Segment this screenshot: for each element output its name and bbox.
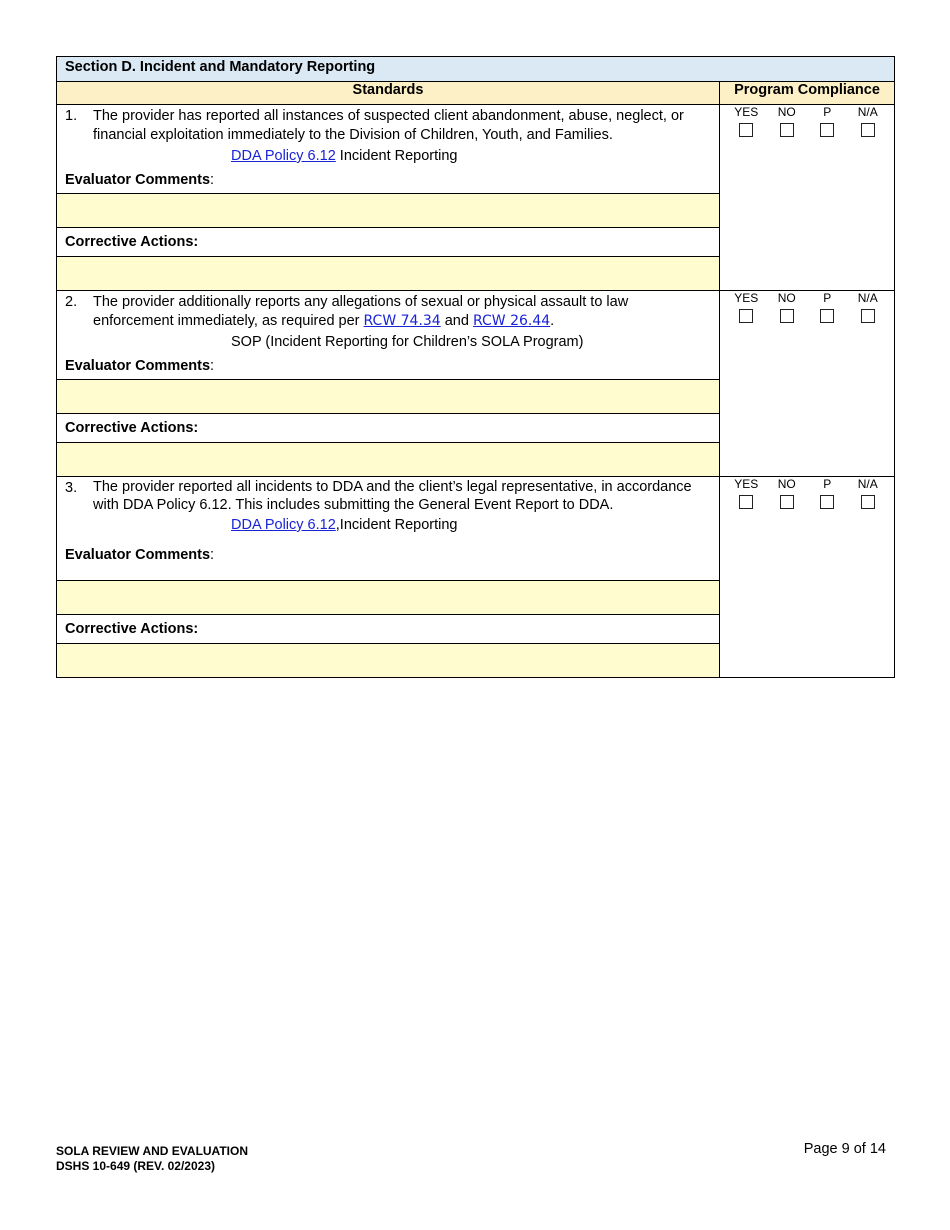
standard-item-3	[57, 477, 720, 581]
partial-label: P	[823, 291, 832, 305]
no-label: NO	[777, 105, 796, 119]
section-title: Section D. Incident and Mandatory Reporting	[57, 57, 895, 82]
item-text: The provider reported all incidents to DDA and the client’s legal representative, in accordance with DDA Policy 6.12. This includes submitting the General Event Report to DDA.	[93, 479, 692, 513]
page-number: Page 9 of 14	[803, 1141, 886, 1157]
dda-policy-link[interactable]: DDA Policy 6.12	[231, 517, 336, 533]
evaluator-comments-label: Evaluator Comments:	[65, 547, 215, 563]
no-label: NO	[777, 477, 796, 491]
standards-header: Standards	[57, 82, 720, 105]
na-checkbox[interactable]	[861, 309, 875, 323]
compliance-checkboxes-2	[720, 291, 895, 380]
yes-label: YES	[734, 291, 759, 305]
corrective-actions-label: Corrective Actions:	[57, 228, 720, 257]
partial-checkbox[interactable]	[820, 309, 834, 323]
no-checkbox[interactable]	[780, 123, 794, 137]
yes-label: YES	[734, 477, 759, 491]
item-reference: SOP (Incident Reporting for Children’s SOLA Program)	[231, 334, 584, 350]
no-checkbox[interactable]	[780, 309, 794, 323]
no-checkbox[interactable]	[780, 495, 794, 509]
item-number: 2.	[65, 294, 78, 310]
incident-reporting-form	[56, 56, 895, 678]
partial-checkbox[interactable]	[820, 495, 834, 509]
item-number: 3.	[65, 480, 78, 496]
corrective-actions-label: Corrective Actions:	[57, 414, 720, 443]
item-reference: DDA Policy 6.12 Incident Reporting	[231, 148, 458, 164]
evaluator-comments-field[interactable]	[57, 194, 720, 228]
rcw-26-44-link[interactable]: RCW 26.44	[472, 313, 551, 329]
dda-policy-link[interactable]: DDA Policy 6.12	[231, 148, 336, 164]
na-label: N/A	[857, 291, 878, 305]
compliance-checkboxes-1	[720, 105, 895, 194]
na-label: N/A	[857, 105, 878, 119]
corrective-actions-field[interactable]	[57, 644, 720, 678]
item-number: 1.	[65, 108, 78, 124]
standard-item-2	[57, 291, 720, 380]
no-label: NO	[777, 291, 796, 305]
partial-label: P	[823, 477, 832, 491]
yes-checkbox[interactable]	[739, 123, 753, 137]
na-checkbox[interactable]	[861, 123, 875, 137]
corrective-actions-field[interactable]	[57, 257, 720, 291]
form-title: SOLA REVIEW AND EVALUATION	[56, 1144, 248, 1158]
yes-checkbox[interactable]	[739, 309, 753, 323]
corrective-actions-label: Corrective Actions:	[57, 615, 720, 644]
compliance-header: Program Compliance	[720, 82, 895, 105]
evaluator-comments-field[interactable]	[57, 581, 720, 615]
compliance-checkboxes-3	[720, 477, 895, 581]
yes-checkbox[interactable]	[739, 495, 753, 509]
item-reference: DDA Policy 6.12,Incident Reporting	[231, 517, 458, 533]
evaluator-comments-label: Evaluator Comments:	[65, 358, 215, 374]
partial-label: P	[823, 105, 832, 119]
item-text: The provider has reported all instances of suspected client abandonment, abuse, neglect, or financial exploitation immediately to the Division of Children, Youth, and Families.	[93, 108, 684, 143]
partial-checkbox[interactable]	[820, 123, 834, 137]
na-checkbox[interactable]	[861, 495, 875, 509]
item-text: The provider additionally reports any allegations of sexual or physical assault to law enforcement immediately, as required per RCW 74.34 and RCW 26.44.	[93, 294, 629, 329]
yes-label: YES	[734, 105, 759, 119]
rcw-74-34-link[interactable]: RCW 74.34	[363, 313, 441, 329]
evaluator-comments-label: Evaluator Comments:	[65, 172, 215, 188]
form-number: DSHS 10-649 (REV. 02/2023)	[56, 1159, 215, 1173]
evaluator-comments-field[interactable]	[57, 380, 720, 414]
na-label: N/A	[857, 477, 878, 491]
standard-item-1	[57, 105, 720, 194]
corrective-actions-field[interactable]	[57, 443, 720, 477]
form-footer	[56, 1144, 248, 1174]
